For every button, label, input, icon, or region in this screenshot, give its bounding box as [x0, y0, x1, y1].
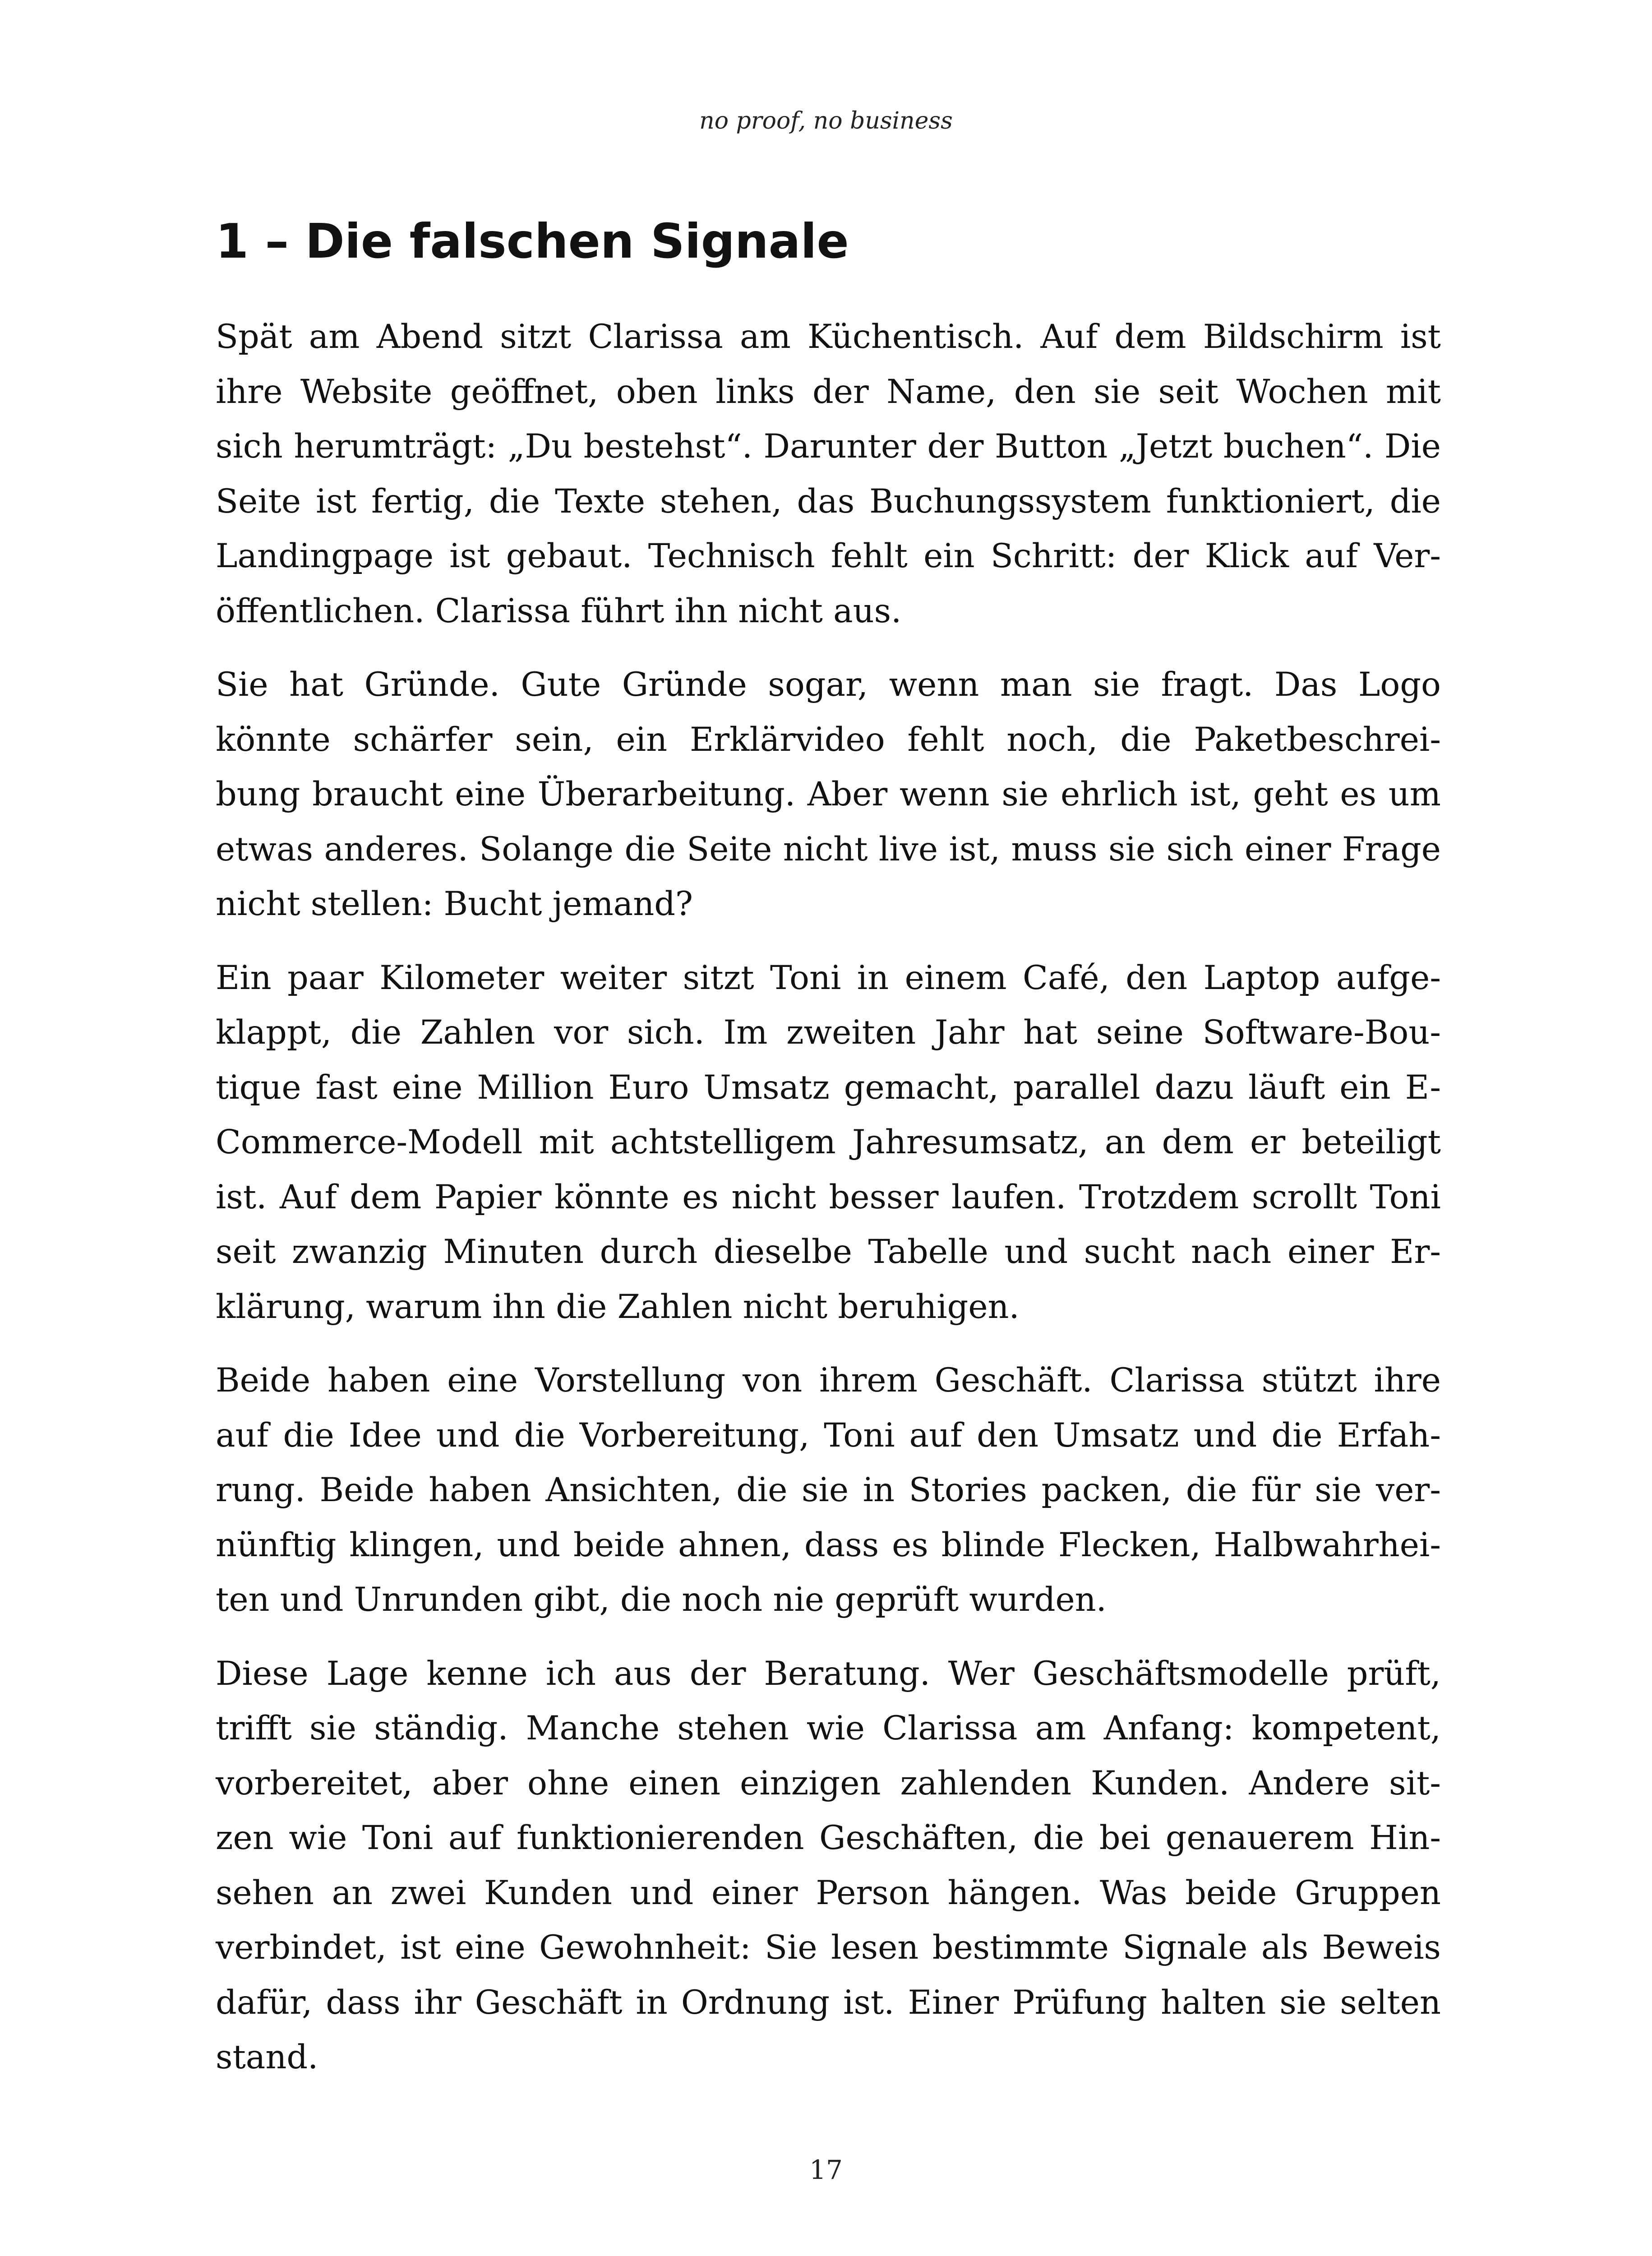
running-header: no proof, no business — [699, 107, 953, 134]
text-line: ihre Website geöffnet, oben links der Name, den sie seit Wochen mit — [216, 372, 1441, 411]
paragraph — [216, 657, 1441, 932]
text-line: etwas anderes. Solange die Seite nicht live ist, muss sie sich einer Frage — [216, 830, 1441, 869]
text-line: stand. — [216, 2038, 318, 2076]
text-line: Spät am Abend sitzt Clarissa am Küchentisch. Auf dem Bildschirm ist — [216, 318, 1441, 356]
body-text — [216, 310, 1441, 2085]
chapter-title: 1 – Die falschen Signale — [216, 214, 849, 269]
text-line: bung braucht eine Überarbeitung. Aber wenn sie ehrlich ist, geht es um — [216, 775, 1441, 814]
text-line: rung. Beide haben Ansichten, die sie in Stories packen, die für sie ver- — [216, 1471, 1441, 1509]
text-line: tique fast eine Million Euro Umsatz gemacht, parallel dazu läuft ein E- — [216, 1068, 1441, 1107]
text-line: sich herumträgt: „Du bestehst“. Darunter der Button „Jetzt buchen“. Die — [216, 427, 1441, 466]
text-line: verbindet, ist eine Gewohnheit: Sie lesen bestimmte Signale als Beweis — [216, 1928, 1441, 1967]
paragraph — [216, 951, 1441, 1335]
text-line: Beide haben eine Vorstellung von ihrem Geschäft. Clarissa stützt ihre — [216, 1361, 1441, 1400]
text-line: nicht stellen: Bucht jemand? — [216, 885, 693, 923]
text-line: klärung, warum ihn die Zahlen nicht beruhigen. — [216, 1287, 1020, 1326]
paragraph — [216, 1646, 1441, 2085]
page-content — [216, 212, 1441, 2104]
text-line: Seite ist fertig, die Texte stehen, das Buchungssystem funktioniert, die — [216, 482, 1441, 521]
text-line: Ein paar Kilometer weiter sitzt Toni in einem Café, den Laptop aufge- — [216, 958, 1441, 997]
paragraph — [216, 1353, 1441, 1627]
text-line: dafür, dass ihr Geschäft in Ordnung ist. Einer Prüfung halten sie selten — [216, 1983, 1441, 2022]
text-line: öffentlichen. Clarissa führt ihn nicht aus. — [216, 592, 902, 630]
text-line: klappt, die Zahlen vor sich. Im zweiten Jahr hat seine Software-Bou- — [216, 1013, 1441, 1052]
text-line: zen wie Toni auf funktionierenden Geschäften, die bei genauerem Hin- — [216, 1819, 1441, 1857]
text-line: ist. Auf dem Papier könnte es nicht besser laufen. Trotzdem scrollt Toni — [216, 1178, 1441, 1216]
text-line: ten und Unrunden gibt, die noch nie geprüft wurden. — [216, 1581, 1107, 1619]
text-line: Sie hat Gründe. Gute Gründe sogar, wenn man sie fragt. Das Logo — [216, 666, 1441, 704]
text-line: Diese Lage kenne ich aus der Beratung. Wer Geschäftsmodelle prüft, — [216, 1654, 1441, 1693]
text-line: sehen an zwei Kunden und einer Person hängen. Was beide Gruppen — [216, 1873, 1441, 1912]
text-line: Commerce-Modell mit achtstelligem Jahresumsatz, an dem er beteiligt — [216, 1123, 1441, 1161]
page-number: 17 — [809, 2154, 843, 2185]
text-line: auf die Idee und die Vorbereitung, Toni auf den Umsatz und die Erfah- — [216, 1416, 1441, 1455]
text-line: Landingpage ist gebaut. Technisch fehlt ein Schritt: der Klick auf Ver- — [216, 537, 1441, 575]
paragraph — [216, 310, 1441, 638]
text-line: vorbereitet, aber ohne einen einzigen zahlenden Kunden. Andere sit- — [216, 1764, 1441, 1803]
text-line: nünftig klingen, und beide ahnen, dass es blinde Flecken, Halbwahrhei- — [216, 1526, 1441, 1564]
text-line: seit zwanzig Minuten durch dieselbe Tabelle und sucht nach einer Er- — [216, 1233, 1441, 1271]
text-line: könnte schärfer sein, ein Erklärvideo fehlt noch, die Paketbeschrei- — [216, 720, 1441, 759]
text-line: trifft sie ständig. Manche stehen wie Clarissa am Anfang: kompetent, — [216, 1709, 1441, 1747]
